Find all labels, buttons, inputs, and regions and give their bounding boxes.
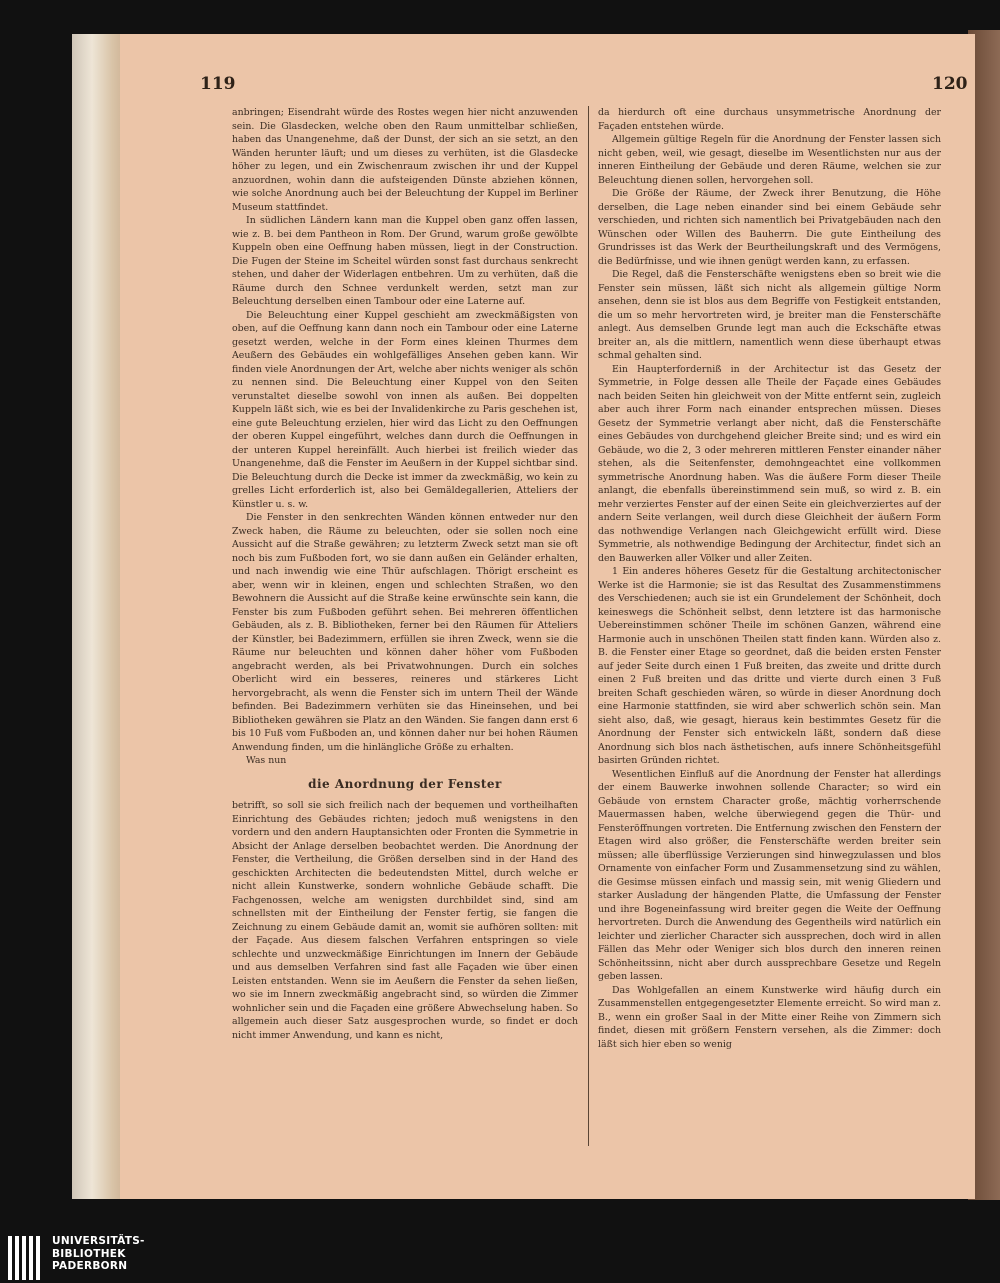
paragraph: Die Fenster in den senkrechten Wänden können entweder nur den Zweck haben, die Räume zu beleuchten, oder sie sollen noch eine Aussicht auf die Straße gewähren; zu letzterm Zweck setzt man sie oft noch bis zum Fußboden fort, wo sie dann außen ein Geländer erhalten, und nach inwendig wie eine Thür aufschlagen. Thörigt erscheint es aber, wenn wir in kleinen, engen und schlechten Straßen, wo den Bewohnern die Aussicht auf die Straße keine erwünschte sein kann, die Fenster bis zum Fußboden geführt sehen. Bei mehreren öffentlichen Gebäuden, als z. B. Bibliotheken, ferner bei den Räumen für Atteliers der Künstler, bei Badezimmern, erfüllen sie ihren Zweck, wenn sie die Räume nur beleuchten und können daher höher vom Fußboden angebracht werden, als bei Privatwohnungen. Durch ein solches Oberlicht wird ein besseres, reineres und stärkeres Licht hervorgebracht, als wenn die Fenster sich im untern Theil der Wände befinden. Bei Badezimmern verhüten sie das Hineinsehen, und bei Bibliotheken gewähren sie Platz an den Wänden. Sie fangen dann erst 6 bis 10 Fuß vom Fußboden an, und können daher nur bei hohen Räumen Anwendung finden, um die hinlängliche Größe zu erhalten. xyxy=(232,512,578,753)
column-divider xyxy=(588,106,589,1146)
paragraph: Die Regel, daß die Fensterschäfte wenigstens eben so breit wie die Fenster sein müssen, läßt sich nicht als allgemein gültige Norm ansehen, denn sie ist blos aus dem Begriffe von Festigkeit entstanden, die um so mehr hervortreten wird, je breiter man die Fensterschäfte anlegt. Aus demselben Grunde legt man auch die Eckschäfte etwas breiter an, als die mittlern, namentlich wenn diese überhaupt etwas schmal gehalten sind. xyxy=(598,269,941,361)
paragraph: Allgemein gültige Regeln für die Anordnung der Fenster lassen sich nicht geben, weil, wie gesagt, dieselbe im Wesentlichsten nur aus der inneren Eintheilung der Gebäude und deren Räume, welchen sie zur Beleuchtung dienen sollen, hervorgehen soll. xyxy=(598,134,941,186)
page-number-right: 120 xyxy=(932,74,968,94)
paragraph: Die Beleuchtung einer Kuppel geschieht am zweckmäßigsten von oben, auf die Oeffnung kann dann noch ein Tambour oder eine Laterne gesetzt werden, welche in der Form eines kleinen Thurmes dem Aeußern des Gebäudes ein wohlgefälliges Ansehen geben kann. Wir finden viele Anordnungen der Art, welche aber nichts weniger als schön zu nennen sind. Die Beleuchtung einer Kuppel von den Seiten verunstaltet dieselbe sowohl von innen als außen. Bei doppelten Kuppeln läßt sich, wie es bei der Invalidenkirche zu Paris geschehen ist, eine gute Beleuchtung erzielen, hier wird das Licht zu den Oeffnungen der oberen Kuppel eingeführt, welches dann durch die Oeffnungen in der unteren Kuppel hereinfällt. Auch hierbei ist freilich wieder das Unangenehme, daß die Fenster im Aeußern in der Kuppel sichtbar sind. Die Beleuchtung durch die Decke ist immer da zweckmäßig, wo kein zu grelles Licht erforderlich ist, also bei Gemäldegallerien, Atteliers der Künstler u. s. w. xyxy=(232,309,578,510)
page-number-left: 119 xyxy=(200,74,236,94)
paragraph: Wesentlichen Einfluß auf die Anordnung der Fenster hat allerdings der einem Bauwerke inwohnen sollende Character; so wird ein Gebäude von ernstem Character große, mächtig vorherrschende Mauermassen haben, welche überwiegend gegen die Thür- und Fensteröffnungen vortreten. Die Entfernung zwischen den Fenstern der Etagen wird also größer, die Fensterschäfte werden breiter sein müssen; alle überflüssige Verzierungen sind hinwegzulassen und blos Ornamente von einfacher Form und Zusammensetzung sind zu wählen, die Gesimse müssen einfach und massig sein, mit wenig Gliedern und starker Ausladung der hängenden Platte, die Umfassung der Fenster und ihre Bogeneinfassung wird breiter gegen die Weite der Oeffnung hervortreten. Durch die Anwendung des Gegentheils wird natürlich ein leichter und zierlicher Character sich aussprechen, doch wird in allen Fällen das Mehr oder Weniger sich blos durch den inneren reinen Schönheitssinn, nicht aber durch aussprechbare Gesetze und Regeln geben lassen. xyxy=(598,768,941,982)
paragraph: Das Wohlgefallen an einem Kunstwerke wird häufig durch ein Zusammenstellen entgegengesetzter Elemente erreicht. So wird man z. B., wenn ein großer Saal in der Mitte einer Reihe von Zimmern sich findet, diesen mit größern Fenstern versehen, als die Zimmer: doch läßt sich hier eben so wenig xyxy=(598,984,941,1050)
library-name-line: UNIVERSITÄTS- xyxy=(52,1235,145,1247)
library-name-line: BIBLIOTHEK xyxy=(52,1247,126,1260)
paragraph: anbringen; Eisendraht würde des Rostes wegen hier nicht anzuwenden sein. Die Glasdecken, welche oben den Raum unmittelbar schließen, haben das Unangenehme, daß der Dunst, der sich an sie setzt, an den Wänden herunter läuft; und um dieses zu verhüten, ist die Glasdecke höher zu legen, und ein Zwischenraum zwischen ihr und der Kuppel anzuordnen, wohin dann die aufsteigenden Dünste abziehen können, wie solche Anordnung auch bei der Beleuchtung der Kuppel im Berliner Museum stattfindet. xyxy=(232,107,578,213)
section-heading: die Anordnung der Fenster xyxy=(308,776,502,791)
paragraph: Die Größe der Räume, der Zweck ihrer Benutzung, die Höhe derselben, die Lage neben einander sind bei einem Gebäude sehr verschieden, und richten sich namentlich bei Privatgebäuden nach den Wünschen oder Willen des Bauherrn. Die gute Eintheilung des Grundrisses ist das Werk der Beurtheilungskraft und des Vermögens, die Bedürfnisse, und wie ihnen genügt werden kann, zu erfassen. xyxy=(598,188,941,267)
library-name xyxy=(52,1235,145,1273)
paragraph: Ein Haupterforderniß in der Architectur ist das Gesetz der Symmetrie, in Folge dessen alle Theile der Façade eines Gebäudes nach beiden Seiten hin gleichweit von der Mitte entfernt sein, zugleich aber auch ihrer Form nach einander entsprechen müssen. Dieses Gesetz der Symmetrie verlangt aber nicht, daß die Fensterschäfte eines Gebäudes von durchgehend gleicher Breite sind; und es wird ein Gebäude, wo die 2, 3 oder mehreren mittleren Fenster einander näher stehen, als die Seitenfenster, demohngeachtet eine vollkommen symmetrische Anordnung haben. Was die äußere Form dieser Theile anlangt, die ebenfalls übereinstimmend sein muß, so wird z. B. ein mehr verziertes Fenster auf der einen Seite ein gleichverziertes auf der andern Seite verlangen, weil durch diese Gleichheit der äußern Form das nothwendige Verlangen nach Gleichgewicht erfüllt wird. Diese Symmetrie, als nothwendige Bedingung der Architectur, findet sich an den Bauwerken aller Völker und aller Zeiten. xyxy=(598,363,941,564)
paragraph: 1 Ein anderes höheres Gesetz für die Gestaltung architectonischer Werke ist die Harmonie; sie ist das Resultat des Zusammenstimmens des Verschiedenen; auch sie ist ein Grundelement der Schönheit, doch keineswegs die Schönheit selbst, denn letztere ist das harmonische Uebereinstimmen schöner Theile im schönen Ganzen, während eine Harmonie auch in unschönen Theilen statt finden kann. Würden also z. B. die Fenster einer Etage so geordnet, daß die beiden ersten Fenster auf jeder Seite durch einen 1 Fuß breiten, das zweite und dritte durch einen 2 Fuß breiten und das dritte und vierte durch einen 3 Fuß breiten Schaft geschieden wären, so würde in dieser Anordnung doch eine Harmonie stattfinden, sie wird aber schwerlich schön sein. Man sieht also, daß, wie gesagt, hieraus kein bestimmtes Gesetz für die Anordnung der Fenster sich entwickeln läßt, sondern daß diese Anordnung sich blos nach ästhetischen, aufs innere Schönheitsgefühl basirten Gründen richtet. xyxy=(598,566,941,766)
right-text-column xyxy=(598,106,941,1141)
paragraph: In südlichen Ländern kann man die Kuppel oben ganz offen lassen, wie z. B. bei dem Pantheon in Rom. Der Grund, warum große gewölbte Kuppeln oben eine Oeffnung haben müssen, liegt in der Construction. Die Fugen der Steine im Scheitel würden sonst fast durchaus senkrecht stehen, und daher der Widerlagen entbehren. Um zu verhüten, daß die Räume durch den Schnee verdunkelt werden, setzt man zur Beleuchtung derselben einen Tambour oder eine Laterne auf. xyxy=(232,215,578,307)
paragraph: betrifft, so soll sie sich freilich nach der bequemen und vortheilhaften Einrichtung des Gebäudes richten; jedoch muß wenigstens in den vordern und den andern Hauptansichten oder Fronten die Symmetrie in Absicht der Anlage derselben beobachtet werden. Die Anordnung der Fenster, die Vertheilung, die Größen derselben sind in der Hand des geschickten Architecten die bedeutendsten Mittel, durch welche er nicht allein Kunstwerke, sondern wohnliche Gebäude schafft. Die Fachgenossen, welche am wenigsten durchbildet sind, sind am schnellsten mit der Eintheilung der Fenster fertig, sie fangen die Zeichnung zu einem Gebäude damit an, womit sie aufhören sollten: mit der Façade. Aus diesem falschen Verfahren entspringen so viele schlechte und unzweckmäßige Einrichtungen im Innern der Gebäude und aus demselben Verfahren sind fast alle Façaden wie über einen Leisten entstanden. Wenn sie im Aeußern die Fenster da sehen ließen, wo sie im Innern zweckmäßig angebracht sind, so würden die Zimmer wohnlicher sein und die Façaden eine größere Abwechselung haben. So allgemein auch dieser Satz ausgesprochen wurde, so findet er doch nicht immer Anwendung, und kann es nicht, xyxy=(232,800,578,1041)
library-name-line: PADERBORN xyxy=(52,1260,128,1272)
paragraph: Was nun xyxy=(246,755,287,766)
left-text-column xyxy=(232,106,578,1141)
book-page-spread xyxy=(120,34,975,1199)
paragraph: da hierdurch oft eine durchaus unsymmetrische Anordnung der Façaden entstehen würde. xyxy=(598,107,941,132)
